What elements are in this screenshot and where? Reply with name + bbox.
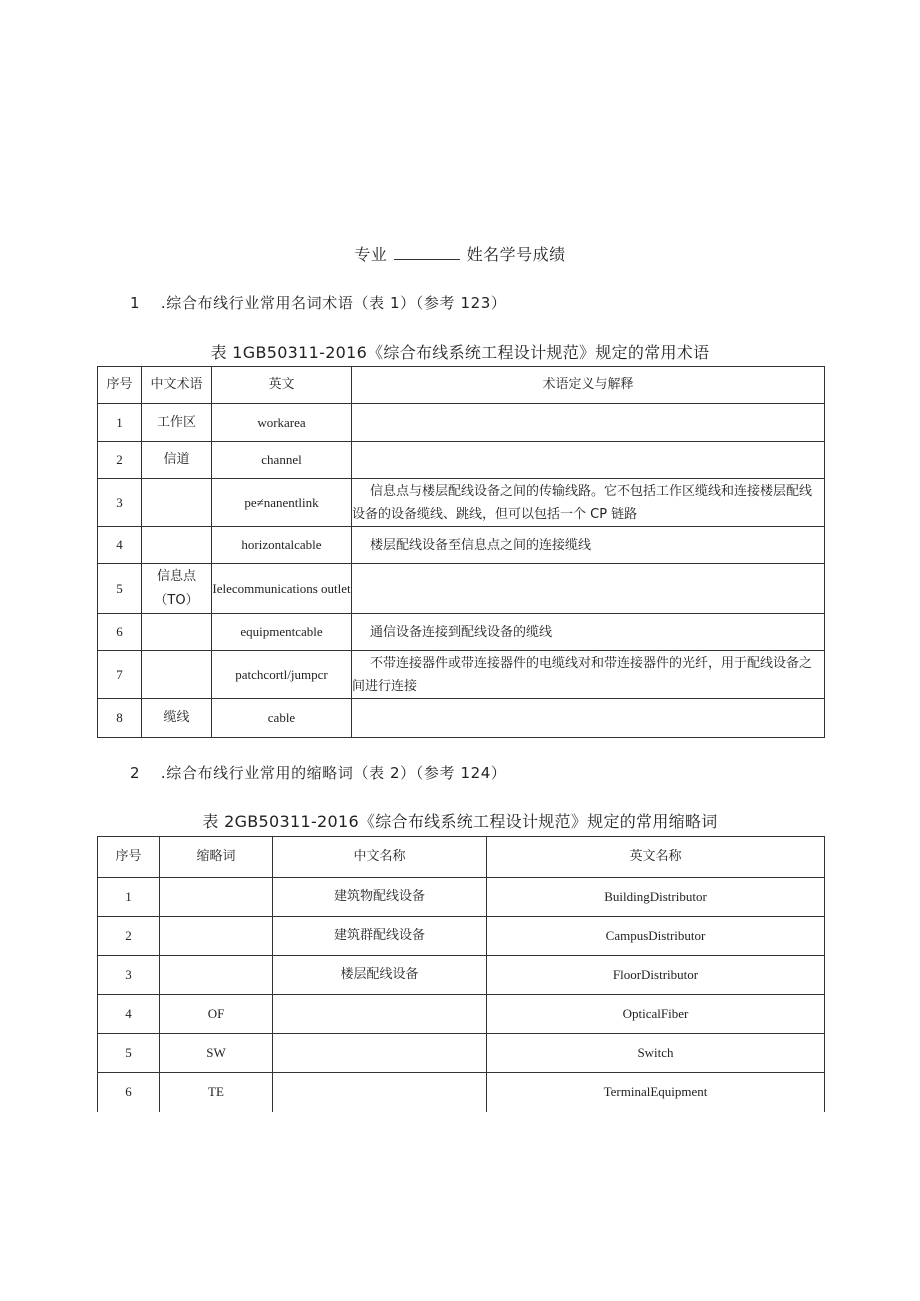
row-no: 6 — [98, 614, 142, 651]
row-no: 3 — [98, 956, 160, 995]
table-row — [98, 956, 825, 995]
row-definition[interactable] — [352, 442, 825, 479]
row-cn-name[interactable] — [273, 995, 487, 1034]
row-cn-term[interactable] — [142, 614, 212, 651]
row-cn-term: 工作区 — [142, 404, 212, 442]
row-en-term: Ielecommunications outlet — [212, 564, 352, 614]
header-en-name: 英文名称 — [487, 837, 825, 878]
row-no: 1 — [98, 404, 142, 442]
major-label: 专业 — [354, 245, 388, 264]
row-definition: 信息点与楼层配线设备之间的传输线路。它不包括工作区缆线和连接楼层配线设备的设备缆线、跳线，但可以包括一个 CP 链路 — [352, 479, 825, 527]
header-definition: 术语定义与解释 — [352, 367, 825, 404]
terms-table — [97, 366, 825, 738]
major-blank[interactable] — [394, 247, 460, 260]
row-cn-name[interactable] — [273, 1034, 487, 1073]
section-2-title: .综合布线行业常用的缩略词（表 2）（参考 124） — [160, 764, 507, 782]
table-row — [98, 651, 825, 699]
row-no: 2 — [98, 917, 160, 956]
row-en-name: BuildingDistributor — [487, 878, 825, 917]
row-en-name: OpticalFiber — [487, 995, 825, 1034]
row-cn-term: 信息点（TO） — [142, 564, 212, 614]
row-no: 5 — [98, 1034, 160, 1073]
row-en-name: CampusDistributor — [487, 917, 825, 956]
table-2-caption: 表 2GB50311-2016《综合布线系统工程设计规范》规定的常用缩略词 — [202, 812, 718, 831]
row-definition[interactable] — [352, 564, 825, 614]
header-abbreviation: 缩略词 — [160, 837, 273, 878]
row-definition: 通信设备连接到配线设备的缆线 — [352, 614, 825, 651]
row-abbreviation[interactable] — [160, 956, 273, 995]
row-en-term: horizontalcable — [212, 527, 352, 564]
row-en-term: channel — [212, 442, 352, 479]
row-definition[interactable] — [352, 699, 825, 738]
table-row — [98, 1073, 825, 1112]
row-en-name: TerminalEquipment — [487, 1073, 825, 1112]
row-cn-term[interactable] — [142, 527, 212, 564]
row-en-term: cable — [212, 699, 352, 738]
row-no: 2 — [98, 442, 142, 479]
row-cn-name: 楼层配线设备 — [273, 956, 487, 995]
section-1-number: 1 — [130, 294, 141, 312]
row-no: 4 — [98, 527, 142, 564]
table-row — [98, 699, 825, 738]
name-id-score-label: 姓名学号成绩 — [466, 245, 566, 264]
section-1-title: .综合布线行业常用名词术语（表 1）（参考 123） — [160, 294, 507, 312]
row-abbreviation: TE — [160, 1073, 273, 1112]
row-no: 7 — [98, 651, 142, 699]
row-abbreviation: OF — [160, 995, 273, 1034]
row-definition: 楼层配线设备至信息点之间的连接缆线 — [352, 527, 825, 564]
row-en-term: workarea — [212, 404, 352, 442]
row-en-term: equipmentcable — [212, 614, 352, 651]
table-row — [98, 1034, 825, 1073]
row-no: 4 — [98, 995, 160, 1034]
header-cn-term: 中文术语 — [142, 367, 212, 404]
row-cn-term: 信道 — [142, 442, 212, 479]
row-cn-name: 建筑物配线设备 — [273, 878, 487, 917]
table-row — [98, 614, 825, 651]
row-abbreviation[interactable] — [160, 878, 273, 917]
table-row — [98, 527, 825, 564]
row-en-term: patchcortl/jumpcr — [212, 651, 352, 699]
row-definition[interactable] — [352, 404, 825, 442]
table-1-caption: 表 1GB50311-2016《综合布线系统工程设计规范》规定的常用术语 — [210, 343, 710, 362]
header-info-line — [0, 242, 920, 265]
table-row — [98, 404, 825, 442]
section-2-heading — [130, 762, 507, 783]
table-row — [98, 479, 825, 527]
abbreviations-table — [97, 836, 825, 1112]
section-1-heading — [130, 292, 507, 313]
row-abbreviation: SW — [160, 1034, 273, 1073]
row-cn-name: 建筑群配线设备 — [273, 917, 487, 956]
abbreviations-table-header — [98, 837, 825, 878]
header-en: 英文 — [212, 367, 352, 404]
header-cn-name: 中文名称 — [273, 837, 487, 878]
header-no: 序号 — [98, 367, 142, 404]
row-cn-name[interactable] — [273, 1073, 487, 1112]
table-row — [98, 917, 825, 956]
table-row — [98, 995, 825, 1034]
row-no: 8 — [98, 699, 142, 738]
row-cn-term[interactable] — [142, 651, 212, 699]
row-no: 5 — [98, 564, 142, 614]
table-row — [98, 564, 825, 614]
table-row — [98, 878, 825, 917]
table-row — [98, 442, 825, 479]
row-cn-term: 缆线 — [142, 699, 212, 738]
section-2-number: 2 — [130, 764, 141, 782]
row-no: 1 — [98, 878, 160, 917]
row-en-name: Switch — [487, 1034, 825, 1073]
row-abbreviation[interactable] — [160, 917, 273, 956]
row-definition: 不带连接器件或带连接器件的电缆线对和带连接器件的光纤，用于配线设备之间进行连接 — [352, 651, 825, 699]
header-no: 序号 — [98, 837, 160, 878]
row-en-name: FloorDistributor — [487, 956, 825, 995]
row-en-term: pe≠nanentlink — [212, 479, 352, 527]
terms-table-header — [98, 367, 825, 404]
row-cn-term[interactable] — [142, 479, 212, 527]
row-no: 6 — [98, 1073, 160, 1112]
row-no: 3 — [98, 479, 142, 527]
